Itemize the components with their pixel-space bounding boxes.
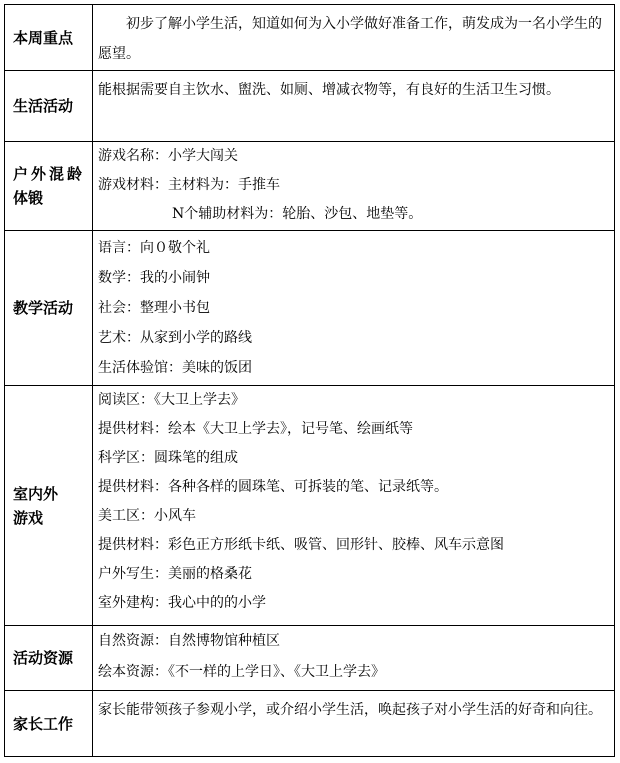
games-label-line1: 室内外 bbox=[13, 484, 59, 503]
games-line-5: 美工区：小风车 bbox=[98, 508, 196, 524]
teaching-line-3: 社会：整理小书包 bbox=[98, 300, 210, 316]
outdoor-label-line2: 体锻 bbox=[13, 189, 44, 207]
row-games bbox=[5, 386, 615, 626]
content-daily-life bbox=[93, 71, 615, 142]
row-daily-life bbox=[5, 71, 615, 142]
weekly-plan-table bbox=[4, 4, 615, 757]
row-teaching bbox=[5, 231, 615, 386]
content-outdoor-exercise bbox=[93, 142, 615, 231]
label-resources: 活动资源 bbox=[5, 626, 93, 691]
row-parents bbox=[5, 691, 615, 757]
row-outdoor-exercise bbox=[5, 142, 615, 231]
label-parents: 家长工作 bbox=[5, 691, 93, 757]
resources-line-1: 自然资源：自然博物馆种植区 bbox=[98, 633, 280, 649]
daily-life-text: 能根据需要自主饮水、盥洗、如厕、增减衣物等，有良好的生活卫生习惯。 bbox=[98, 82, 560, 98]
content-games bbox=[93, 386, 615, 626]
label-games bbox=[5, 386, 93, 626]
label-teaching: 教学活动 bbox=[5, 231, 93, 386]
content-teaching bbox=[93, 231, 615, 386]
games-line-7: 户外写生：美丽的格桑花 bbox=[98, 566, 252, 582]
teaching-line-1: 语言：向０敬个礼 bbox=[98, 240, 210, 256]
content-parents bbox=[93, 691, 615, 757]
games-line-1: 阅读区：《大卫上学去》 bbox=[98, 392, 245, 408]
games-line-2: 提供材料：绘本《大卫上学去》，记号笔、绘画纸等 bbox=[98, 421, 413, 437]
games-line-3: 科学区：圆珠笔的组成 bbox=[98, 450, 238, 466]
games-label-line2: 游戏 bbox=[13, 508, 44, 527]
games-line-4: 提供材料：各种各样的圆珠笔、可拆装的笔、记录纸等。 bbox=[98, 479, 448, 495]
label-outdoor-exercise bbox=[5, 142, 93, 231]
outdoor-line-1: 游戏名称：小学大闯关 bbox=[98, 148, 238, 164]
content-weekly-focus bbox=[93, 5, 615, 71]
outdoor-line-2: 游戏材料：主材料为：手推车 bbox=[98, 177, 280, 193]
teaching-line-5: 生活体验馆：美味的饭团 bbox=[98, 360, 252, 376]
content-resources bbox=[93, 626, 615, 691]
outdoor-label-line1: 户外混龄 bbox=[13, 165, 86, 183]
label-daily-life: 生活活动 bbox=[5, 71, 93, 142]
weekly-focus-text: 初步了解小学生活，知道如何为入小学做好准备工作，萌发成为一名小学生的愿望。 bbox=[98, 16, 602, 62]
games-line-6: 提供材料：彩色正方形纸卡纸、吸管、回形针、胶棒、风车示意图 bbox=[98, 537, 504, 553]
teaching-line-4: 艺术：从家到小学的路线 bbox=[98, 330, 252, 346]
parents-text: 家长能带领孩子参观小学，或介绍小学生活，唤起孩子对小学生活的好奇和向往。 bbox=[98, 702, 602, 718]
label-weekly-focus: 本周重点 bbox=[5, 5, 93, 71]
teaching-line-2: 数学：我的小闹钟 bbox=[98, 270, 210, 286]
row-weekly-focus bbox=[5, 5, 615, 71]
row-resources bbox=[5, 626, 615, 691]
outdoor-line-3: N个辅助材料为：轮胎、沙包、地垫等。 bbox=[172, 206, 423, 222]
games-line-8: 室外建构：我心中的的小学 bbox=[98, 595, 266, 611]
resources-line-2: 绘本资源：《不一样的上学日》、《大卫上学去》 bbox=[98, 664, 385, 680]
